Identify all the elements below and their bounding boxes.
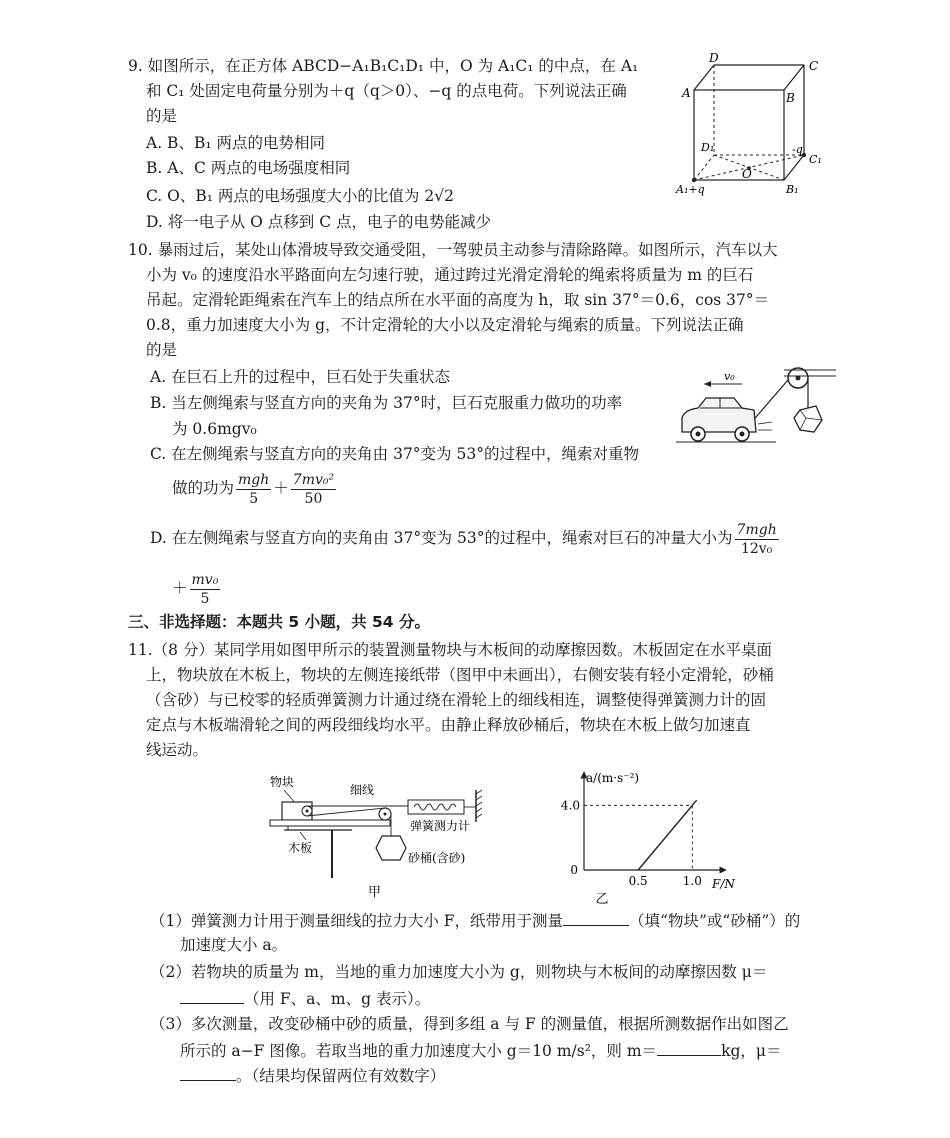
q9-stem-line3: 的是 — [146, 107, 178, 125]
denominator: 5 — [249, 490, 259, 507]
board-icon — [270, 820, 390, 826]
q9-option-d: D. 将一电子从 O 点移到 C 点，电子的电势能减少 — [146, 213, 492, 231]
q11-stem-line1: 11.（8 分）某同学用如图甲所示的装置测量物块与木板间的动摩擦因数。木板固定在水平桌面 — [128, 641, 772, 659]
q10-option-c-line1: C. 在左侧绳索与竖直方向的夹角由 37°变为 53°的过程中，绳索对重物 — [150, 445, 639, 463]
denominator: 12v₀ — [740, 540, 773, 557]
label-string: 细线 — [350, 783, 375, 797]
q10-option-d-text: D. 在左侧绳索与竖直方向的夹角由 37°变为 53°的过程中，绳索对巨石的冲量大小为 — [150, 529, 733, 547]
label-B: B — [786, 91, 795, 105]
label-A1-plus-q: A₁+q — [676, 183, 705, 196]
q10-option-d-line1 — [150, 520, 781, 558]
x-tick-0.5: 0.5 — [628, 874, 648, 888]
label-block: 物块 — [270, 775, 295, 789]
caption-yi: 乙 — [595, 892, 609, 907]
x-tick-1.0: 1.0 — [682, 874, 702, 888]
q9-option-c: C. O、B₁ 两点的电场强度大小的比值为 2√2 — [146, 187, 454, 205]
q10-option-b-line2: 为 0.6mgv₀ — [172, 420, 257, 438]
sand-bucket-icon — [376, 836, 406, 860]
denominator: 50 — [304, 490, 323, 507]
q11-part3-text-end: 。（结果均保留两位有效数字） — [236, 1067, 446, 1085]
label-board: 木板 — [288, 841, 313, 855]
label-A: A — [682, 86, 691, 100]
q11-part1-line2: 加速度大小 a。 — [180, 936, 288, 954]
denominator: 5 — [200, 590, 210, 607]
velocity-arrow-icon — [704, 381, 711, 387]
label-C: C — [809, 59, 819, 73]
label-spring-scale: 弹簧测力计 — [410, 819, 471, 833]
q11-stem-line3: （含砂）与已校零的轻质弹簧测力计通过绕在滑轮上的细线相连，调整使得弹簧测力计的固 — [146, 691, 767, 709]
label-O: O — [742, 167, 752, 181]
velocity-label: v₀ — [724, 370, 735, 383]
numerator: mv₀ — [191, 571, 219, 588]
q10-option-c-text: 做的功为 — [172, 479, 235, 497]
data-line — [638, 800, 697, 870]
plus-sign: ＋ — [172, 579, 188, 597]
q9-option-a: A. B、B₁ 两点的电势相同 — [146, 134, 325, 152]
numerator: mgh — [238, 471, 270, 488]
answer-blank-3[interactable] — [657, 1039, 721, 1056]
q11-part2-line2 — [180, 987, 430, 1010]
q10-stem-line3: 吊起。定滑轮距绳索在汽车上的结点所在水平面的高度为 h，取 sin 37°＝0.6，cos 37°＝ — [146, 291, 770, 309]
q11-part3-line2 — [180, 1039, 781, 1062]
y-tick-4: 4.0 — [560, 798, 580, 813]
q11-stem-line2: 上，物块放在木板上，物块的左侧连接纸带（图甲中未画出），右侧安装有轻小定滑轮，砂桶 — [146, 666, 774, 684]
section-heading: 三、非选择题：本题共 5 小题，共 54 分。 — [128, 613, 430, 631]
q11-stem-line5: 线运动。 — [146, 741, 209, 759]
fraction-mv0-5 — [190, 571, 221, 608]
q10-stem-line2: 小为 v₀ 的速度沿水平路面向左匀速行驶，通过跨过光滑定滑轮的绳索将质量为 m 的巨石 — [146, 266, 754, 284]
q9-stem-line2: 和 C₁ 处固定电荷量分别为＋q（q＞0）、−q 的点电荷。下列说法正确 — [146, 82, 627, 100]
q11-part2-line1: （2）若物块的质量为 m，当地的重力加速度大小为 g，则物块与木板间的动摩擦因数 μ＝ — [150, 963, 768, 981]
plus-sign: ＋ — [273, 479, 289, 497]
q11-part1-text-after: （填“物块”或“砂桶”）的 — [629, 912, 801, 930]
label-minus-q: -q — [792, 143, 803, 156]
label-B1: B₁ — [786, 183, 799, 196]
left-rope — [750, 380, 788, 424]
q10-option-d-line2 — [172, 570, 222, 608]
answer-blank-2[interactable] — [180, 987, 244, 1004]
label-D1: D₁ — [701, 141, 715, 154]
x-axis-label: F/N — [712, 877, 735, 891]
q10-stem-line4: 0.8，重力加速度大小为 g，不计定滑轮的大小以及定滑轮与绳索的质量。下列说法正确 — [146, 316, 744, 334]
fraction-mgh-5 — [236, 471, 271, 508]
apparatus-figure-jia — [262, 770, 502, 900]
fraction-7mgh-12v0 — [735, 521, 779, 558]
numerator: 7mgh — [736, 521, 777, 538]
origin-label: 0 — [570, 863, 578, 877]
fraction-7mv0sq-50 — [291, 471, 336, 508]
q11-part1-text: （1）弹簧测力计用于测量细线的拉力大小 F，纸带用于测量 — [150, 912, 564, 930]
q10-option-b-line1: B. 当左侧绳索与竖直方向的夹角为 37°时，巨石克服重力做功的功率 — [150, 394, 623, 412]
a-F-chart — [540, 768, 735, 907]
label-D: D — [709, 51, 719, 65]
q9-option-b: B. A、C 两点的电场强度相同 — [146, 159, 351, 177]
q11-part3-text: 所示的 a−F 图像。若取当地的重力加速度大小 g＝10 m/s²，则 m＝ — [180, 1042, 658, 1060]
q10-option-c-line2 — [172, 470, 338, 508]
q11-part1-line1 — [150, 909, 800, 932]
q11-part3-line3 — [180, 1064, 445, 1087]
cube-figure — [676, 50, 836, 200]
label-C1: C₁ — [809, 153, 822, 166]
q10-stem-line5: 的是 — [146, 341, 178, 359]
caption-jia: 甲 — [368, 885, 382, 900]
answer-blank-4[interactable] — [180, 1064, 236, 1081]
car-pulley-figure — [676, 362, 836, 454]
numerator: 7mv₀² — [292, 471, 335, 488]
q10-stem-line1: 10. 暴雨过后，某处山体滑坡导致交通受阻，一驾驶员主动参与清除路障。如图所示，汽车以大 — [128, 241, 778, 259]
q11-part3-line1: （3）多次测量，改变砂桶中砂的质量，得到多组 a 与 F 的测量值，根据所测数据作出如图乙 — [150, 1015, 789, 1033]
q10-option-a: A. 在巨石上升的过程中，巨石处于失重状态 — [150, 368, 451, 386]
answer-blank-1[interactable] — [563, 909, 629, 926]
y-axis-label: a/(m·s⁻²) — [586, 771, 640, 785]
q9-stem-line1: 9. 如图所示，在正方体 ABCD−A₁B₁C₁D₁ 中，O 为 A₁C₁ 的中点，在 A₁ — [128, 57, 639, 75]
q11-part2-text-after: （用 F、a、m、g 表示）。 — [244, 990, 431, 1008]
q11-part3-text-mid: kg，μ＝ — [721, 1042, 782, 1060]
q11-stem-line4: 定点与木板端滑轮之间的两段细线均水平。由静止释放砂桶后，物块在木板上做匀加速直 — [146, 716, 751, 734]
label-bucket: 砂桶(含砂) — [408, 851, 466, 865]
boulder-icon — [794, 406, 822, 432]
